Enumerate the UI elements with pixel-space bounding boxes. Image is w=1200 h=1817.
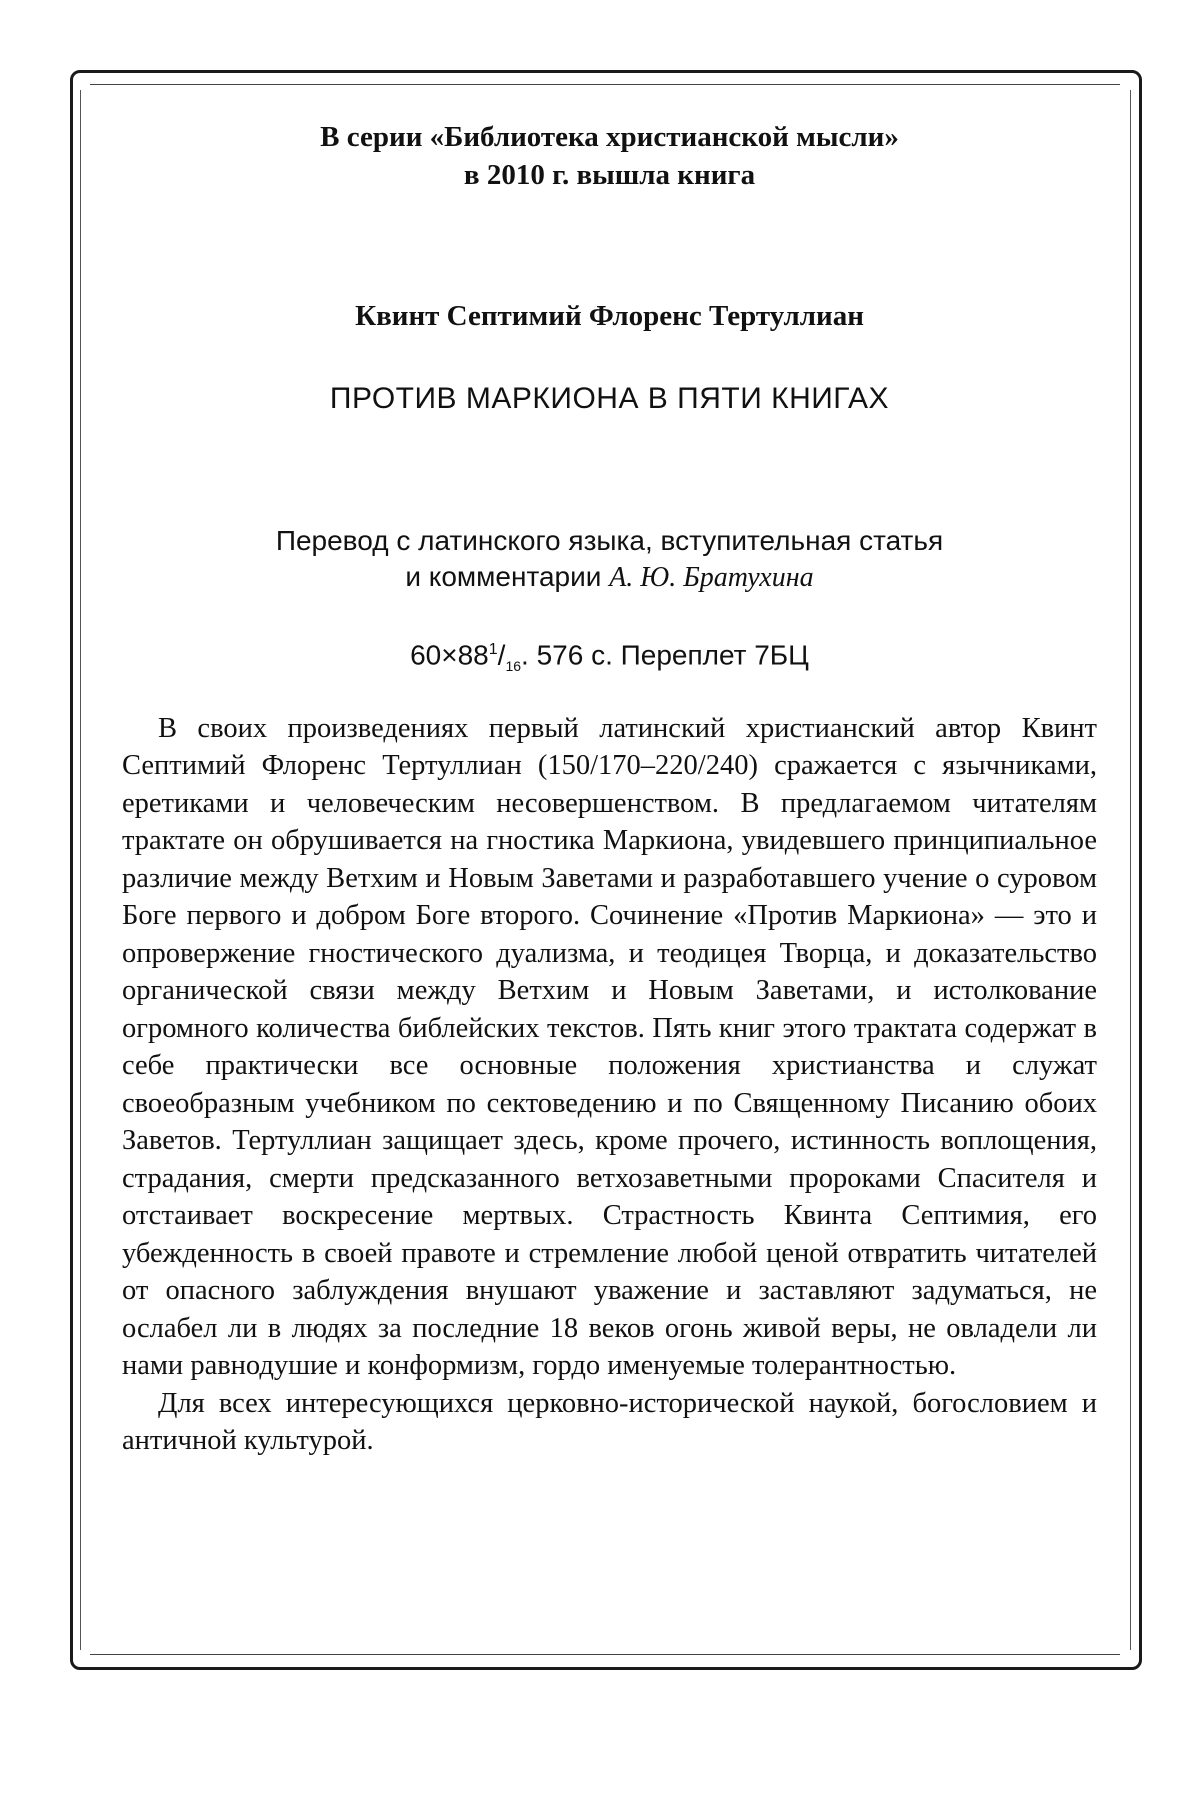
translator-name: А. Ю. Братухина	[609, 562, 814, 593]
announcement-content	[122, 118, 1097, 1460]
book-format	[122, 632, 1097, 684]
series-line-1: В серии «Библиотека христианской мысли»	[320, 121, 899, 153]
book-title: ПРОТИВ МАРКИОНА В ПЯТИ КНИГАХ	[329, 382, 890, 415]
format-size: 60×88	[410, 639, 489, 671]
series-heading	[122, 118, 1097, 194]
series-line-2: в 2010 г. вышла книга	[463, 159, 756, 191]
format-fraction-denominator: 16	[505, 657, 522, 674]
border-rule-bottom	[90, 1654, 1120, 1655]
translation-credit	[122, 523, 1097, 596]
book-description: В своих произведениях первый латинский христианский автор Квинт Септимий Флоренс Тертуллиан (150/170–220/240) сражается с язычниками, еретиками и человеческим несовершенством. В предлагаемом читателям трактате он обрушивается на гностика Маркиона, увидевшего принципиальное различие между Ветхим и Новым Заветами и разработавшего учение о суровом Боге первого и добром Боге второго. Сочинение «Против Маркиона» — это и опровержение гностического дуализма, и теодицея Творца, и доказательство органической связи между Ветхим и Новым Заветами, и истолкование огромного количества библейских текстов. Пять книг этого трактата содержат в себе практически все основные положения христианства и служат своеобразным учебником по сектоведению и по Священному Писанию обоих Заветов. Тертуллиан защищает здесь, кроме прочего, истинность воплощения, страдания, смерти предсказанного ветхозаветными пророками Спасителя и отстаивает воскресение мертвых. Страстность Квинта Септимия, его убежденность в своей правоте и стремление любой ценой отвратить читателей от опасного заблуждения внушают уважение и заставляют задуматься, не ослабел ли в людях за последние 18 веков огонь живой веры, не овладели ли нами равнодушие и конформизм, гордо именуемые толерантностью.	[122, 712, 1097, 1382]
translation-line-1: Перевод с латинского языка, вступительная статья	[275, 525, 944, 556]
border-rule-left	[80, 90, 81, 1650]
translation-line-2-prefix: и комментарии	[405, 561, 610, 592]
format-pages-binding: . 576 с. Переплет 7БЦ	[521, 639, 809, 671]
target-audience: Для всех интересующихся церковно-исторической наукой, богословием и античной культурой.	[122, 1387, 1097, 1457]
format-fraction-numerator: 1	[488, 641, 498, 658]
border-rule-top	[90, 84, 1120, 85]
book-author: Квинт Септимий Флоренс Тертуллиан	[355, 300, 864, 332]
border-rule-right	[1130, 90, 1131, 1650]
format-fraction-slash: /	[497, 639, 506, 671]
